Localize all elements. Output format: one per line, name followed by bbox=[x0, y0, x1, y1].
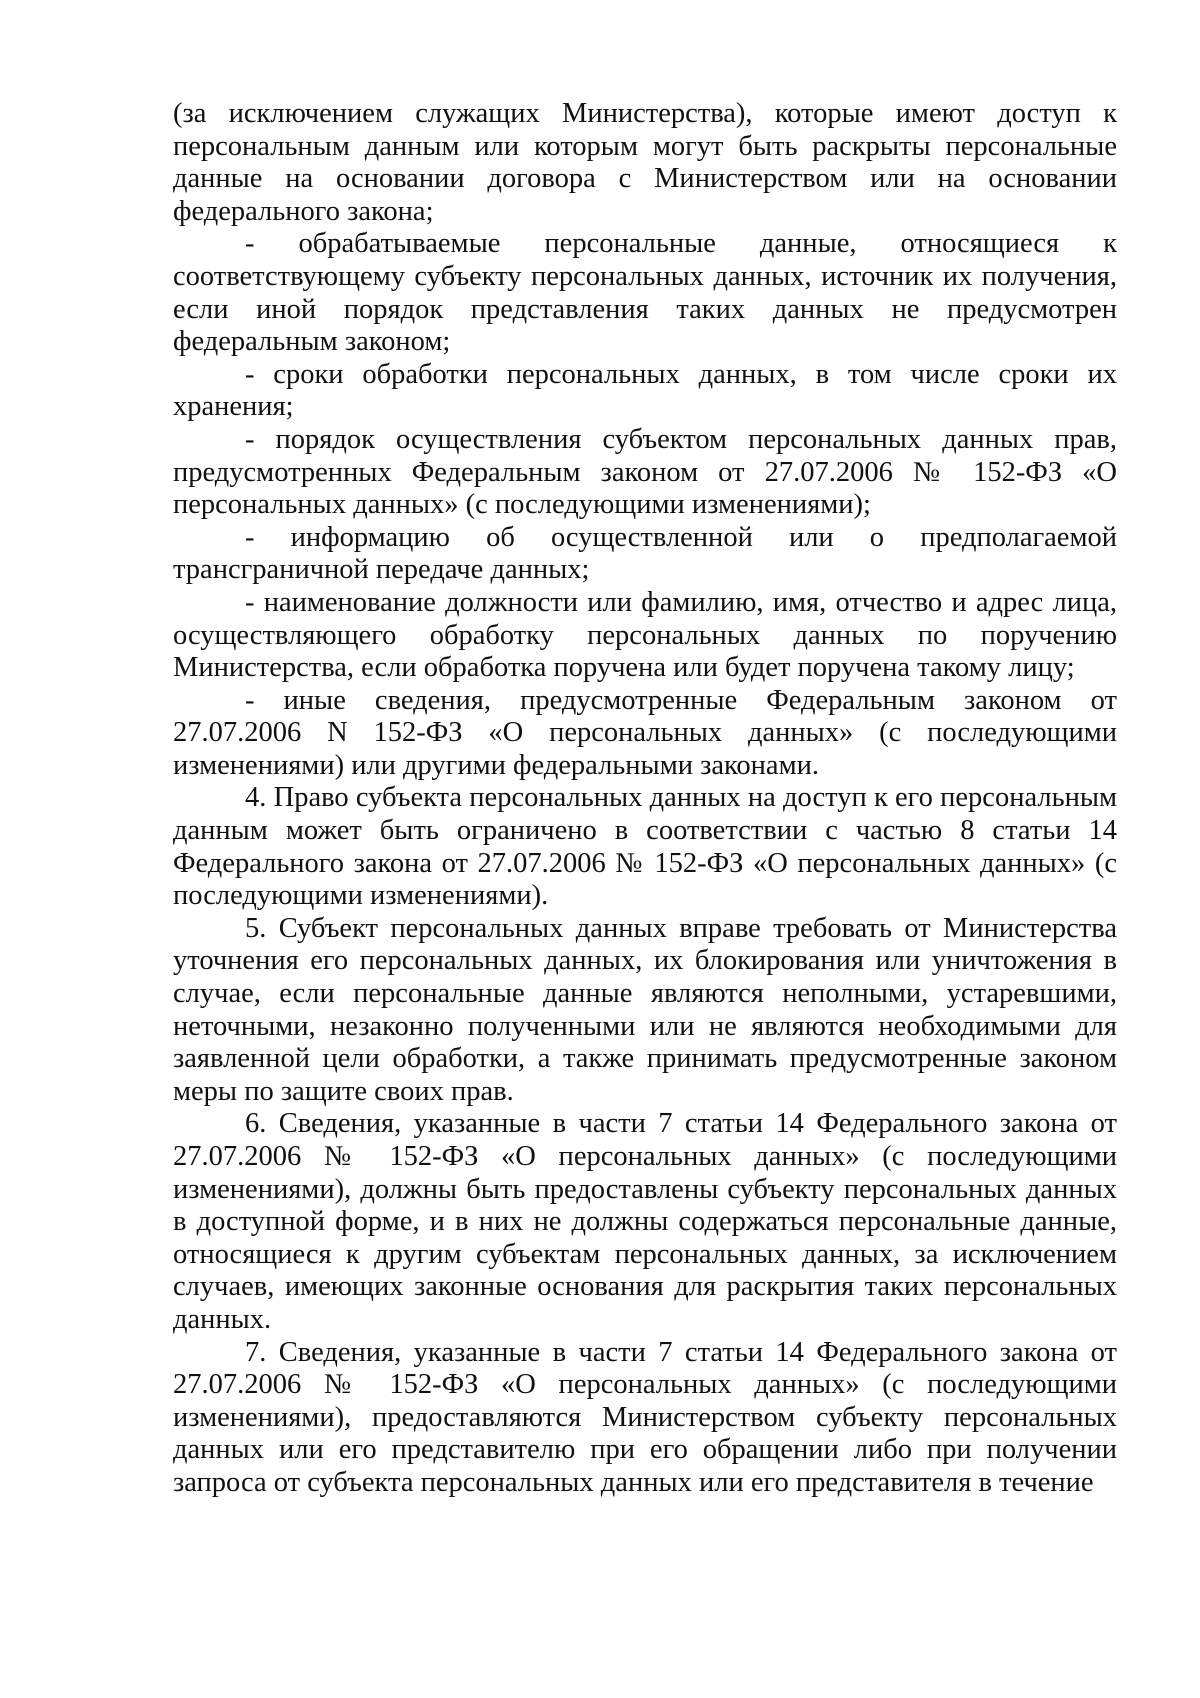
list-item-cross-border-transfer: - информацию об осуществленной или о предполагаемой трансграничной передаче данных; bbox=[173, 521, 1117, 586]
list-item-other-info: - иные сведения, предусмотренные Федеральным законом от 27.07.2006 N 152-ФЗ «О персональных данных» (с последующими изменениями) или другими федеральными законами. bbox=[173, 684, 1117, 781]
paragraph-item-4: 4. Право субъекта персональных данных на доступ к его персональным данным может быть ограничено в соответствии с частью 8 статьи 14 Федерального закона от 27.07.2006 № 152-ФЗ «О персональных данных» (с последующими изменениями). bbox=[173, 782, 1117, 912]
list-item-processing-terms: - сроки обработки персональных данных, в том числе сроки их хранения; bbox=[173, 358, 1117, 423]
paragraph-item-7: 7. Сведения, указанные в части 7 статьи 14 Федерального закона от 27.07.2006 № 152-ФЗ «О персональных данных» (с последующими изменениями), предоставляются Министерством субъекту персональных данных или его представителю при его обращении либо при получении запроса от субъекта персональных данных или его представителя в течение bbox=[173, 1336, 1117, 1498]
paragraph-item-5: 5. Субъект персональных данных вправе требовать от Министерства уточнения его персональных данных, их блокирования или уничтожения в случае, если персональные данные являются неполными, устаревшими, неточными, незаконно полученными или не являются необходимыми для заявленной цели обработки, а также принимать предусмотренные законом меры по защите своих прав. bbox=[173, 912, 1117, 1107]
list-item-processed-data: - обрабатываемые персональные данные, относящиеся к соответствующему субъекту персональных данных, источник их получения, если иной порядок представления таких данных не предусмотрен федеральным законом; bbox=[173, 228, 1117, 358]
list-item-processor-info: - наименование должности или фамилию, имя, отчество и адрес лица, осуществляющего обработку персональных данных по поручению Министерства, если обработка поручена или будет поручена такому лицу; bbox=[173, 586, 1117, 684]
document-page bbox=[173, 98, 1117, 1500]
list-item-rights-procedure: - порядок осуществления субъектом персональных данных прав, предусмотренных Федеральным законом от 27.07.2006 № 152-ФЗ «О персональных данных» (с последующими изменениями); bbox=[173, 423, 1117, 521]
paragraph-item-6: 6. Сведения, указанные в части 7 статьи 14 Федерального закона от 27.07.2006 № 152-ФЗ «О персональных данных» (с последующими изменениями), должны быть предоставлены субъекту персональных данных в доступной форме, и в них не должны содержаться персональные данные, относящиеся к другим субъектам персональных данных, за исключением случаев, имеющих законные основания для раскрытия таких персональных данных. bbox=[173, 1108, 1117, 1335]
paragraph-continuation: (за исключением служащих Министерства), которые имеют доступ к персональным данным или которым могут быть раскрыты персональные данные на основании договора с Министерством или на основании федерального закона; bbox=[173, 98, 1117, 227]
